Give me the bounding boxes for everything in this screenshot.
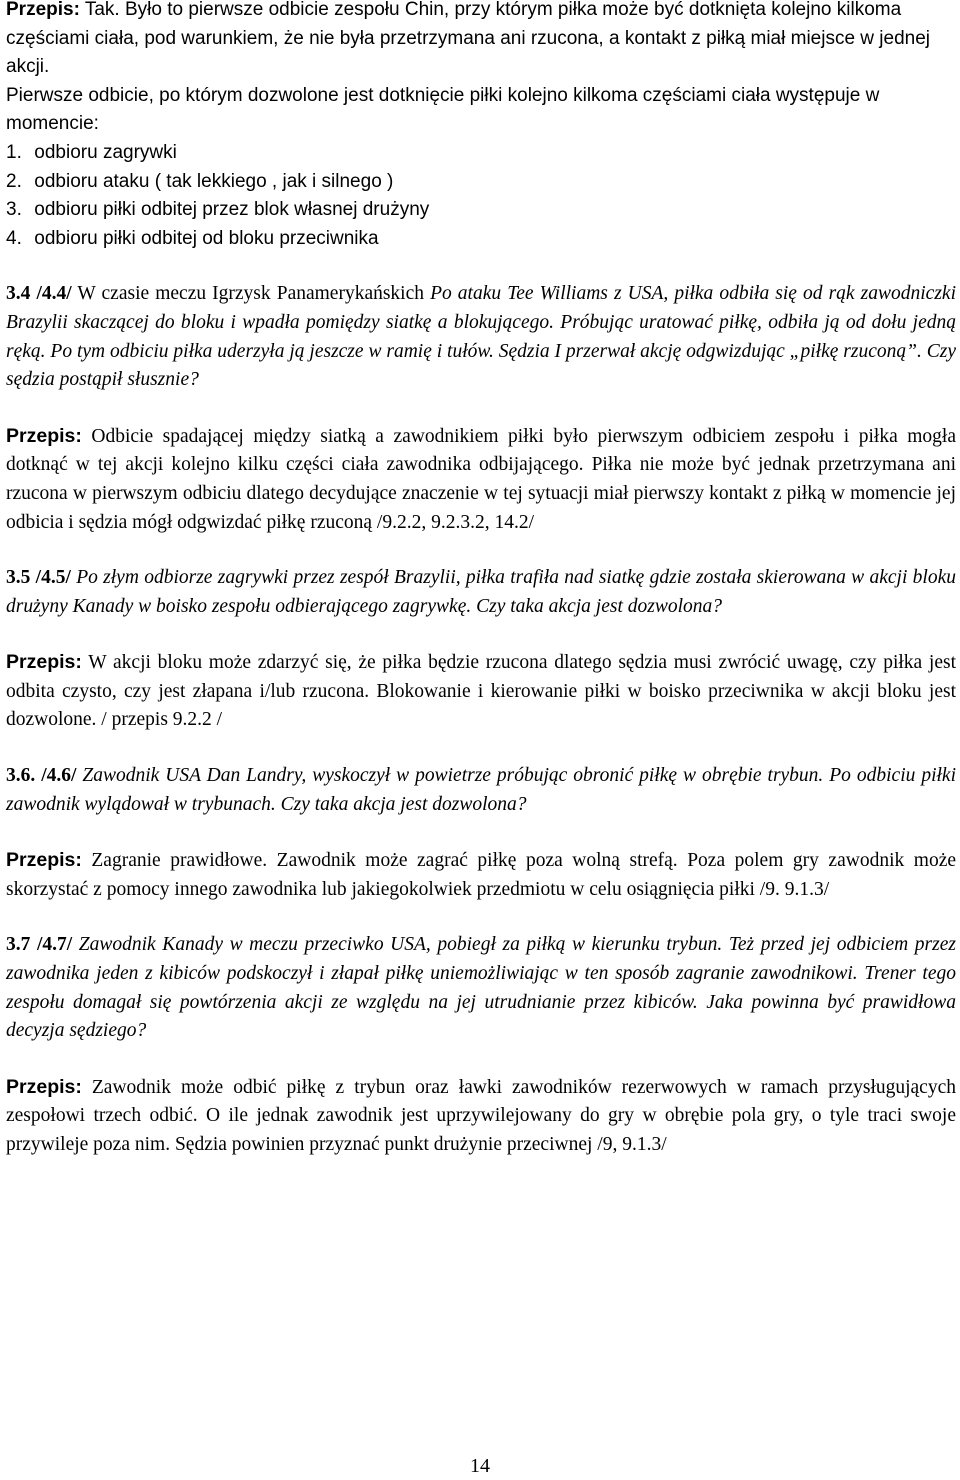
answer-text: W akcji bloku może zdarzyć się, że piłka będzie rzucona dlatego sędzia musi zwrócić uwagę, czy piłka jest odbita czysto, czy jest złapana i/lub rzucona. Blokowanie i kierowanie piłki w boisko przeciwnika w akcji bloku jest dozwolone. / przepis 9.2.2 / (6, 652, 956, 731)
list-item (6, 168, 956, 197)
list-number: 2. (6, 170, 22, 192)
question-text: Po złym odbiorze zagrywki przez zespół Brazylii, piłka trafiła nad siatkę gdzie została skierowana w akcji bloku drużyny Kanady w boisko zespołu odbierającego zagrywkę. Czy taka akcja jest dozwolona? (6, 567, 956, 617)
question-lead: W czasie meczu Igrzysk Panamerykańskich (71, 283, 431, 305)
rule-label: Przepis: (6, 849, 82, 872)
question-text: Zawodnik USA Dan Landry, wyskoczył w powietrze próbując obronić piłkę w obrębie trybun. Po odbiciu piłki zawodnik wylądował w trybunach. Czy taka akcja jest dozwolona? (6, 765, 956, 815)
list-text: odbioru zagrywki (34, 141, 177, 163)
question-text: Po ataku Tee Williams z USA, piłka odbiła się od rąk zawodniczki Brazylii skaczącej do bloku i wpadła pomiędzy siatkę a blokującego. Próbując uratować piłkę, odbiła ją od dołu jedną ręką. Po tym odbiciu piłka uderzyła ją jeszcze w ramię i tułów. Sędzia I przerwał akcję odgwizdując „piłkę rzuconą”. Czy sędzia postąpił słusznie? (6, 283, 956, 391)
list-item (6, 139, 956, 168)
rule-label: Przepis: (6, 424, 82, 447)
question-number: 3.6. /4.6/ (6, 765, 77, 787)
rule-label: Przepis: (6, 1075, 82, 1098)
list-number: 4. (6, 227, 22, 249)
question-3-4 (6, 280, 956, 394)
question-3-6 (6, 762, 956, 819)
list-item (6, 196, 956, 225)
list-item (6, 225, 956, 254)
question-number: 3.5 /4.5/ (6, 567, 71, 589)
list-text: odbioru ataku ( tak lekkiego , jak i silnego ) (34, 170, 394, 192)
answer-text: Zawodnik może odbić piłkę z trybun oraz ławki zawodników rezerwowych w ramach przysługujących zespołowi trzech odbić. O ile jednak zawodnik jest uprzywilejowany do gry w obrębie pola gry, o tyle traci swoje przywileje poza nim. Sędzia powinien przyznać punkt drużynie przeciwnej /9, 9.1.3/ (6, 1076, 956, 1155)
list-text: odbioru piłki odbitej przez blok własnej drużyny (34, 199, 430, 221)
answer-3-6 (6, 846, 956, 904)
intro-answer-text: Tak. Było to pierwsze odbicie zespołu Chin, przy którym piłka może być dotknięta kolejno kilkoma częściami ciała, pod warunkiem, że nie była przetrzymana ani rzucona, a kontakt z piłką miał miejsce w jednej akcji. (6, 0, 931, 78)
document-page (6, 0, 956, 1160)
first-contact-list (6, 139, 956, 253)
list-number: 1. (6, 141, 22, 163)
question-text: Zawodnik Kanady w meczu przeciwko USA, pobiegł za piłką w kierunku trybun. Też przed jej odbiciem przez zawodnika jeden z kibiców podskoczył i złapał piłkę uniemożliwiając w ten sposób zagranie zawodnikowi. Trener tego zespołu domagał się powtórzenia akcji ze względu na jej utrudnianie przez kibiców. Jaka powinna być prawidłowa decyzja sędziego? (6, 934, 956, 1042)
intro-explanation: Pierwsze odbicie, po którym dozwolone jest dotknięcie piłki kolejno kilkoma częściami ciała występuje w momencie: (6, 84, 880, 135)
question-number: 3.4 /4.4/ (6, 283, 72, 305)
rule-label: Przepis: (6, 651, 82, 674)
list-number: 3. (6, 199, 22, 221)
answer-text: Odbicie spadającej między siatką a zawodnikiem piłki było pierwszym odbiciem zespołu i piłka mogła dotknąć w tej akcji kolejno kilku części ciała zawodnika odbijającego. Piłka nie może być jednak przetrzymana ani rzucona w pierwszym odbiciu dlatego decydujące znaczenie w tej sytuacji miał pierwszy kontakt z piłką w momencie jej odbicia i sędzia mógł odgwizdać piłkę rzuconą /9.2.2, 9.2.3.2, 14.2/ (6, 425, 956, 533)
page-number: 14 (470, 1455, 490, 1477)
answer-text: Zagranie prawidłowe. Zawodnik może zagrać piłkę poza wolną strefą. Poza polem gry zawodnik może skorzystać z pomocy innego zawodnika lub jakiegokolwiek przedmiotu w celu osiągnięcia piłki /9. 9.1.3/ (6, 850, 956, 900)
intro-answer (6, 0, 956, 82)
rule-label: Przepis: (6, 0, 80, 20)
question-3-7 (6, 931, 956, 1045)
answer-3-7 (6, 1073, 956, 1160)
question-number: 3.7 /4.7/ (6, 934, 73, 956)
answer-3-5 (6, 648, 956, 735)
answer-3-4 (6, 422, 956, 537)
question-3-5 (6, 564, 956, 621)
list-text: odbioru piłki odbitej od bloku przeciwnika (34, 227, 379, 249)
